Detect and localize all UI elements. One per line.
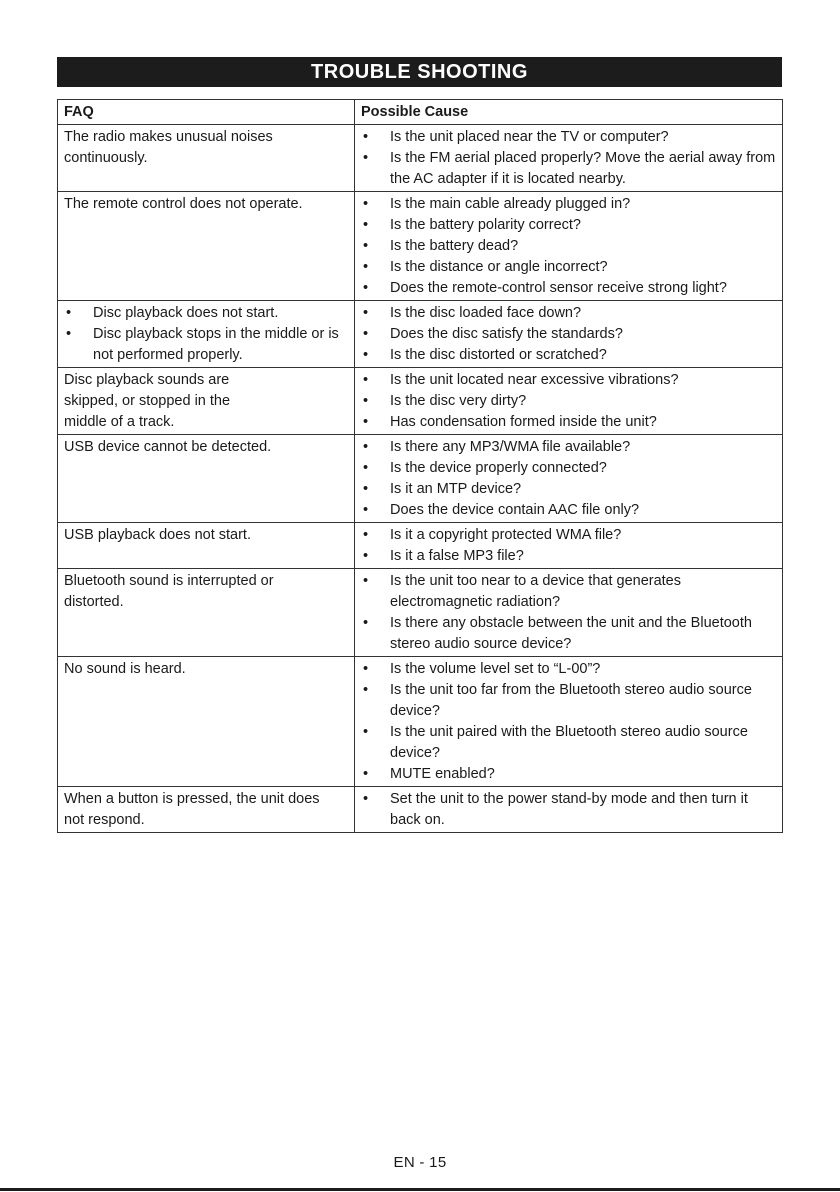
table-row (58, 125, 783, 192)
faq-cell (58, 787, 355, 833)
faq-text: USB device cannot be detected. (64, 439, 272, 455)
cause-cell (355, 192, 783, 301)
cause-item: • Is the disc loaded face down? (361, 303, 776, 324)
cause-cell (355, 435, 783, 523)
cause-item: • Is the unit paired with the Bluetooth stereo audio source device? (361, 722, 776, 764)
cause-item: • Is the battery dead? (361, 236, 776, 257)
cause-item: • Is it a copyright protected WMA file? (361, 525, 776, 546)
cause-item: • Is it a false MP3 file? (361, 546, 776, 567)
cause-cell (355, 368, 783, 435)
faq-text-line: middle of a track. (64, 414, 175, 430)
page-number: EN - 15 (393, 1154, 447, 1171)
faq-cell (58, 435, 355, 523)
table-row (58, 787, 783, 833)
table-header-row (58, 100, 783, 125)
faq-header: FAQ (58, 100, 355, 125)
cause-item: • Is the unit too near to a device that generates electromagnetic radiation? (361, 571, 776, 613)
cause-item: • Is the volume level set to “L-00”? (361, 659, 776, 680)
faq-text: The remote control does not operate. (64, 196, 303, 212)
faq-text: USB playback does not start. (64, 527, 251, 543)
cause-item: • Is the unit located near excessive vibrations? (361, 370, 776, 391)
page-title: TROUBLE SHOOTING (57, 57, 782, 87)
cause-item: • Is the main cable already plugged in? (361, 194, 776, 215)
faq-cell (58, 569, 355, 657)
cause-item: • Is there any obstacle between the unit and the Bluetooth stereo audio source device? (361, 613, 776, 655)
table-row (58, 368, 783, 435)
cause-cell (355, 301, 783, 368)
faq-cell (58, 657, 355, 787)
cause-cell (355, 523, 783, 569)
cause-item: • Set the unit to the power stand-by mode and then turn it back on. (361, 789, 776, 831)
cause-cell (355, 125, 783, 192)
cause-cell (355, 787, 783, 833)
cause-item: • Is the battery polarity correct? (361, 215, 776, 236)
cause-cell (355, 569, 783, 657)
faq-cell (58, 368, 355, 435)
faq-item: • Disc playback does not start. (64, 303, 348, 324)
faq-text: The radio makes unusual noises continuously. (64, 129, 273, 166)
troubleshooting-table (57, 99, 783, 833)
cause-item: • Is there any MP3/WMA file available? (361, 437, 776, 458)
possible-cause-header: Possible Cause (355, 100, 783, 125)
faq-text: Bluetooth sound is interrupted or distorted. (64, 573, 274, 610)
table-row (58, 192, 783, 301)
faq-item: • Disc playback stops in the middle or is not performed properly. (64, 324, 348, 366)
cause-cell (355, 657, 783, 787)
bottom-divider (0, 1188, 840, 1191)
faq-cell (58, 192, 355, 301)
cause-item: • Does the remote-control sensor receive strong light? (361, 278, 776, 299)
faq-text: When a button is pressed, the unit does not respond. (64, 791, 320, 828)
cause-item: • Does the device contain AAC file only? (361, 500, 776, 521)
cause-item: • Is the disc distorted or scratched? (361, 345, 776, 366)
cause-item: • Is the device properly connected? (361, 458, 776, 479)
table-row (58, 657, 783, 787)
cause-item: • Does the disc satisfy the standards? (361, 324, 776, 345)
table-row (58, 435, 783, 523)
cause-item: • Is the distance or angle incorrect? (361, 257, 776, 278)
cause-item: • Is the unit placed near the TV or computer? (361, 127, 776, 148)
faq-text-line: Disc playback sounds are (64, 372, 230, 388)
faq-cell (58, 523, 355, 569)
table-row (58, 569, 783, 657)
cause-item: • Is the FM aerial placed properly? Move the aerial away from the AC adapter if it is located nearby. (361, 148, 776, 190)
cause-item: • Is it an MTP device? (361, 479, 776, 500)
cause-item: • MUTE enabled? (361, 764, 776, 785)
faq-cell (58, 125, 355, 192)
faq-cell (58, 301, 355, 368)
table-row (58, 301, 783, 368)
table-row (58, 523, 783, 569)
faq-text: No sound is heard. (64, 661, 186, 677)
cause-item: • Is the disc very dirty? (361, 391, 776, 412)
faq-text-line: skipped, or stopped in the (64, 393, 231, 409)
cause-item: • Is the unit too far from the Bluetooth stereo audio source device? (361, 680, 776, 722)
cause-item: • Has condensation formed inside the unit? (361, 412, 776, 433)
